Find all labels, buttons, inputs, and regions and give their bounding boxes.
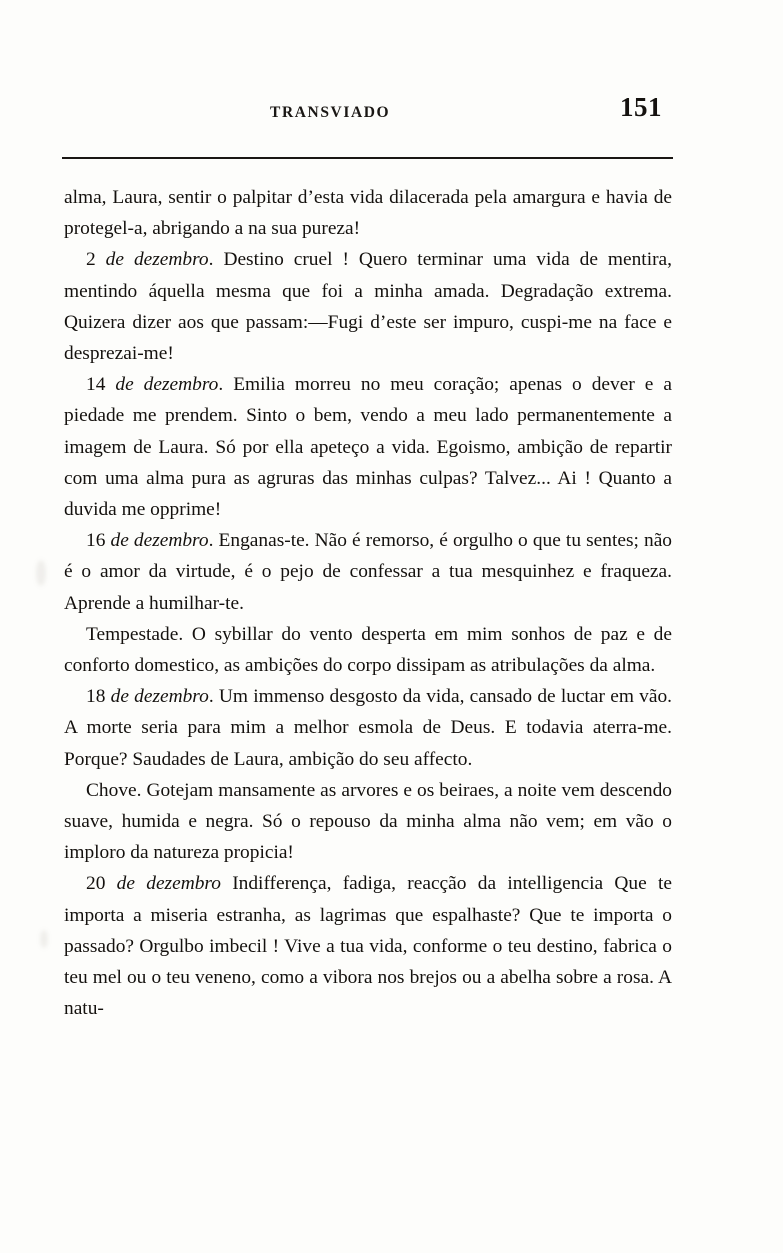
page-smudge bbox=[40, 930, 48, 948]
body-paragraph bbox=[64, 619, 672, 681]
paragraph-text: 20 bbox=[86, 873, 117, 895]
paragraph-text: Indifferença, fadiga, reacção da intelligencia Que te importa a miseria estranha, as lagrimas que espalhaste? Que te importa o passado? Orgulbo imbecil ! Vive a tua vida, conforme o teu destino, fabrica o teu mel ou o teu veneno, como a vibora nos brejos ou a abelha sobre a rosa. A natu- bbox=[64, 873, 673, 1020]
page-header bbox=[62, 92, 662, 132]
running-head: TRANSVIADO bbox=[270, 104, 391, 121]
header-row bbox=[62, 92, 662, 132]
paragraph-text: 14 bbox=[86, 374, 116, 396]
body-paragraph bbox=[64, 525, 672, 619]
paragraph-text: 16 bbox=[86, 530, 111, 552]
paragraph-text: alma, Laura, sentir o palpitar d’esta vida dilacerada pela amargura e havia de protegel-a, abrigando a na sua pureza! bbox=[64, 187, 672, 240]
paragraph-text: . Destino cruel ! Quero terminar uma vida de mentira, mentindo áquella mesma que foi a minha amada. Degradação extrema. Quizera dizer aos que passam:—Fugi d’este ser impuro, cuspi-me na face e desprezai-me! bbox=[64, 249, 672, 365]
body-paragraph bbox=[64, 244, 672, 369]
page-smudge bbox=[36, 560, 46, 586]
date-label: de dezembro bbox=[110, 686, 209, 708]
date-label: de dezembro bbox=[116, 873, 221, 895]
date-label: de dezembro bbox=[115, 374, 219, 396]
page-number: 151 bbox=[620, 92, 662, 122]
date-label: de dezembro bbox=[105, 249, 209, 271]
paragraph-text: 18 bbox=[86, 686, 111, 708]
header-rule bbox=[62, 157, 673, 159]
body-paragraph bbox=[64, 182, 672, 244]
body-paragraph bbox=[64, 775, 672, 869]
body-paragraph bbox=[64, 681, 672, 775]
paragraph-text: . Enganas-te. Não é remorso, é orgulho o que tu sentes; não é o amor da virtude, é o pejo de confessar a tua mesquinhez e fraqueza. Aprende a humilhar-te. bbox=[64, 530, 672, 614]
page-body bbox=[64, 182, 672, 1024]
paragraph-text: . Emilia morreu no meu coração; apenas o dever e a piedade me prendem. Sinto o bem, vendo a meu lado permanentemente a imagem de Laura. Só por ella apeteço a vida. Egoismo, ambição de repartir com uma alma pura as agruras das minhas culpas? Talvez... Ai ! Quanto a duvida me opprime! bbox=[64, 374, 672, 521]
body-paragraph bbox=[64, 369, 672, 525]
body-paragraph bbox=[64, 868, 672, 1024]
paragraph-text: . Um immenso desgosto da vida, cansado de luctar em vão. A morte seria para mim a melhor esmola de Deus. E todavia aterra-me. Porque? Saudades de Laura, ambição do seu affecto. bbox=[64, 686, 672, 770]
date-label: de dezembro bbox=[110, 530, 209, 552]
paragraph-text: Chove. Gotejam mansamente as arvores e os beiraes, a noite vem descendo suave, humida e negra. Só o repouso da minha alma não vem; em vão o imploro da natureza propicia! bbox=[64, 779, 672, 864]
paragraph-text: Tempestade. O sybillar do vento desperta em mim sonhos de paz e de conforto domestico, as ambições do corpo dissipam as atribulações da alma. bbox=[64, 623, 672, 677]
paragraph-text: 2 bbox=[86, 249, 106, 271]
